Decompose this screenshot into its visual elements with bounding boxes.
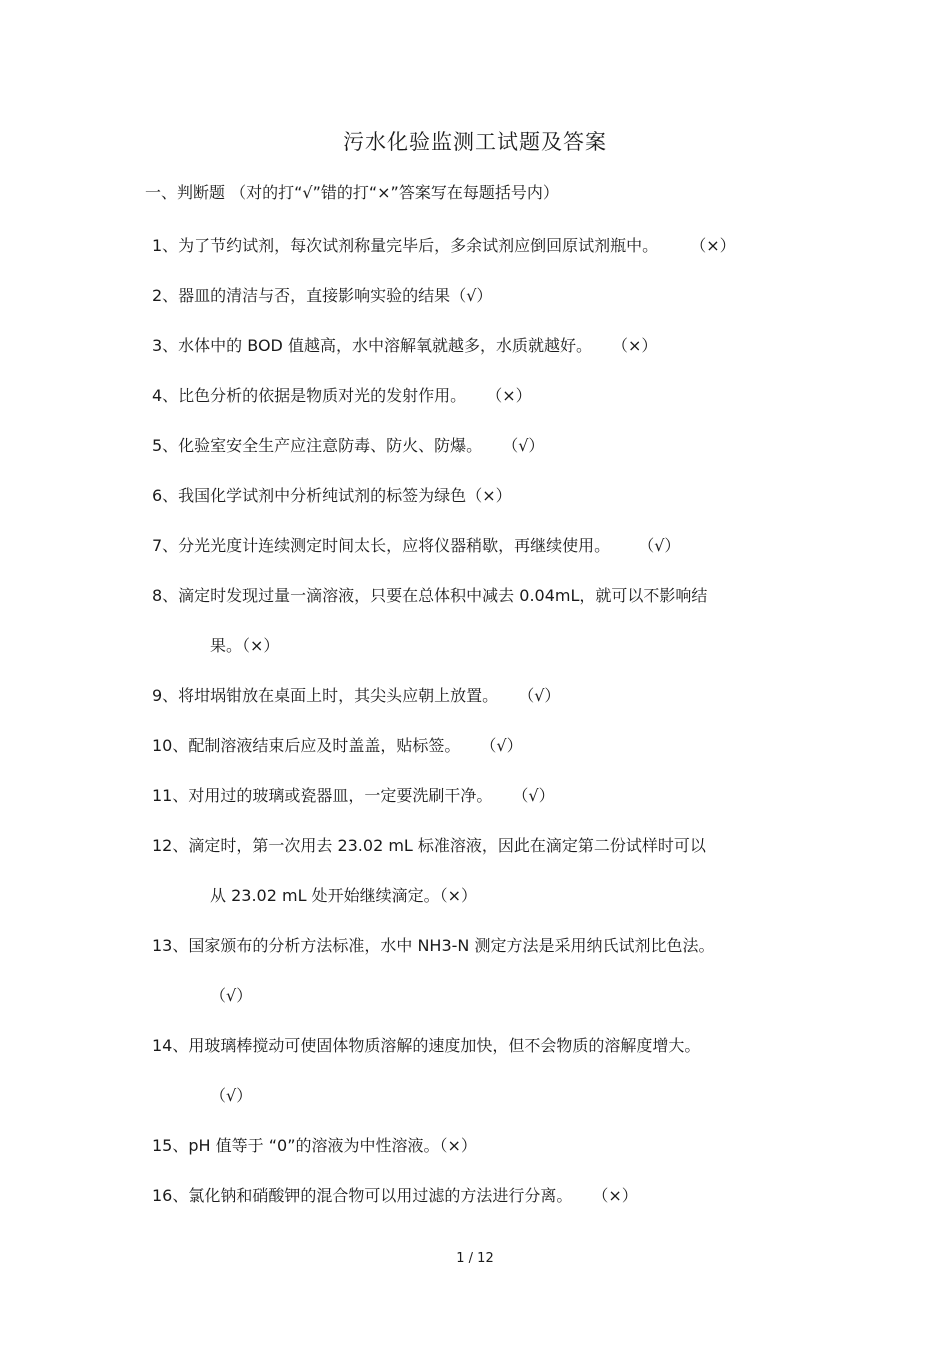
section-heading: 一、判断题 （对的打“√”错的打“×”答案写在每题括号内） — [145, 183, 559, 202]
question-text: 8、滴定时发现过量一滴溶液，只要在总体积中减去 0.04mL，就可以不影响结 — [152, 586, 708, 605]
answer: （√） — [210, 986, 253, 1005]
answer: （√） — [526, 686, 561, 705]
question-15 — [152, 1133, 477, 1156]
question-text: 9、将坩埚钳放在桌面上时，其尖头应朝上放置。 — [152, 686, 499, 705]
answer: （×） — [600, 1186, 638, 1205]
question-text: 6、我国化学试剂中分析纯试剂的标签为绿色 — [152, 486, 467, 505]
answer: （×） — [494, 386, 532, 405]
question-text: 果。 — [210, 636, 243, 655]
answer: （×） — [466, 486, 512, 505]
question-text: 3、水体中的 BOD 值越高，水中溶解氧就越多，水质就越好。 — [152, 336, 592, 355]
question-6 — [152, 483, 512, 506]
question-13-continuation — [210, 983, 252, 1006]
question-text: 1、为了节约试剂，每次试剂称量完毕后，多余试剂应倒回原试剂瓶中。 — [152, 236, 659, 255]
question-11 — [152, 783, 555, 806]
question-1 — [152, 233, 736, 256]
question-text: 11、对用过的玻璃或瓷器皿，一定要洗刷干净。 — [152, 786, 493, 805]
answer: （√） — [210, 1086, 253, 1105]
question-12 — [152, 833, 706, 856]
question-3 — [152, 333, 657, 356]
page-number: 1 / 12 — [456, 1251, 494, 1266]
question-8 — [152, 583, 707, 606]
answer: （√） — [488, 736, 523, 755]
question-12-continuation — [210, 883, 477, 906]
answer: （√） — [520, 786, 555, 805]
question-13 — [152, 933, 714, 956]
question-2 — [152, 283, 492, 306]
answer: （×） — [439, 1136, 477, 1155]
answer: （×） — [242, 636, 280, 655]
question-text: 10、配制溶液结束后应及时盖盖，贴标签。 — [152, 736, 461, 755]
question-text: 5、化验室安全生产应注意防毒、防火、防爆。 — [152, 436, 483, 455]
question-4 — [152, 383, 532, 406]
question-text: 15、pH 值等于 “0”的溶液为中性溶液。 — [152, 1136, 440, 1155]
question-text: 16、氯化钠和硝酸钾的混合物可以用过滤的方法进行分离。 — [152, 1186, 573, 1205]
question-16 — [152, 1183, 638, 1206]
question-9 — [152, 683, 560, 706]
question-text: 7、分光光度计连续测定时间太长，应将仪器稍歇，再继续使用。 — [152, 536, 611, 555]
question-text: 12、滴定时，第一次用去 23.02 mL 标准溶液，因此在滴定第二份试样时可以 — [152, 836, 706, 855]
question-text: 14、用玻璃棒搅动可使固体物质溶解的速度加快，但不会物质的溶解度增大。 — [152, 1036, 701, 1055]
question-5 — [152, 433, 544, 456]
question-8-continuation — [210, 633, 279, 656]
document-title: 污水化验监测工试题及答案 — [343, 130, 607, 154]
answer: （√） — [646, 536, 681, 555]
question-14-continuation — [210, 1083, 252, 1106]
question-text: 13、国家颁布的分析方法标准，水中 NH3-N 测定方法是采用纳氏试剂比色法。 — [152, 936, 715, 955]
question-10 — [152, 733, 523, 756]
answer: （×） — [619, 336, 658, 355]
question-text: 4、比色分析的依据是物质对光的发射作用。 — [152, 386, 467, 405]
answer: （√） — [510, 436, 545, 455]
question-14 — [152, 1033, 700, 1056]
question-7 — [152, 533, 680, 556]
answer: （√） — [450, 286, 493, 305]
question-text: 从 23.02 mL 处开始继续滴定。 — [210, 886, 440, 905]
answer: （×） — [698, 236, 736, 255]
answer: （×） — [439, 886, 477, 905]
question-text: 2、器皿的清洁与否，直接影响实验的结果 — [152, 286, 451, 305]
